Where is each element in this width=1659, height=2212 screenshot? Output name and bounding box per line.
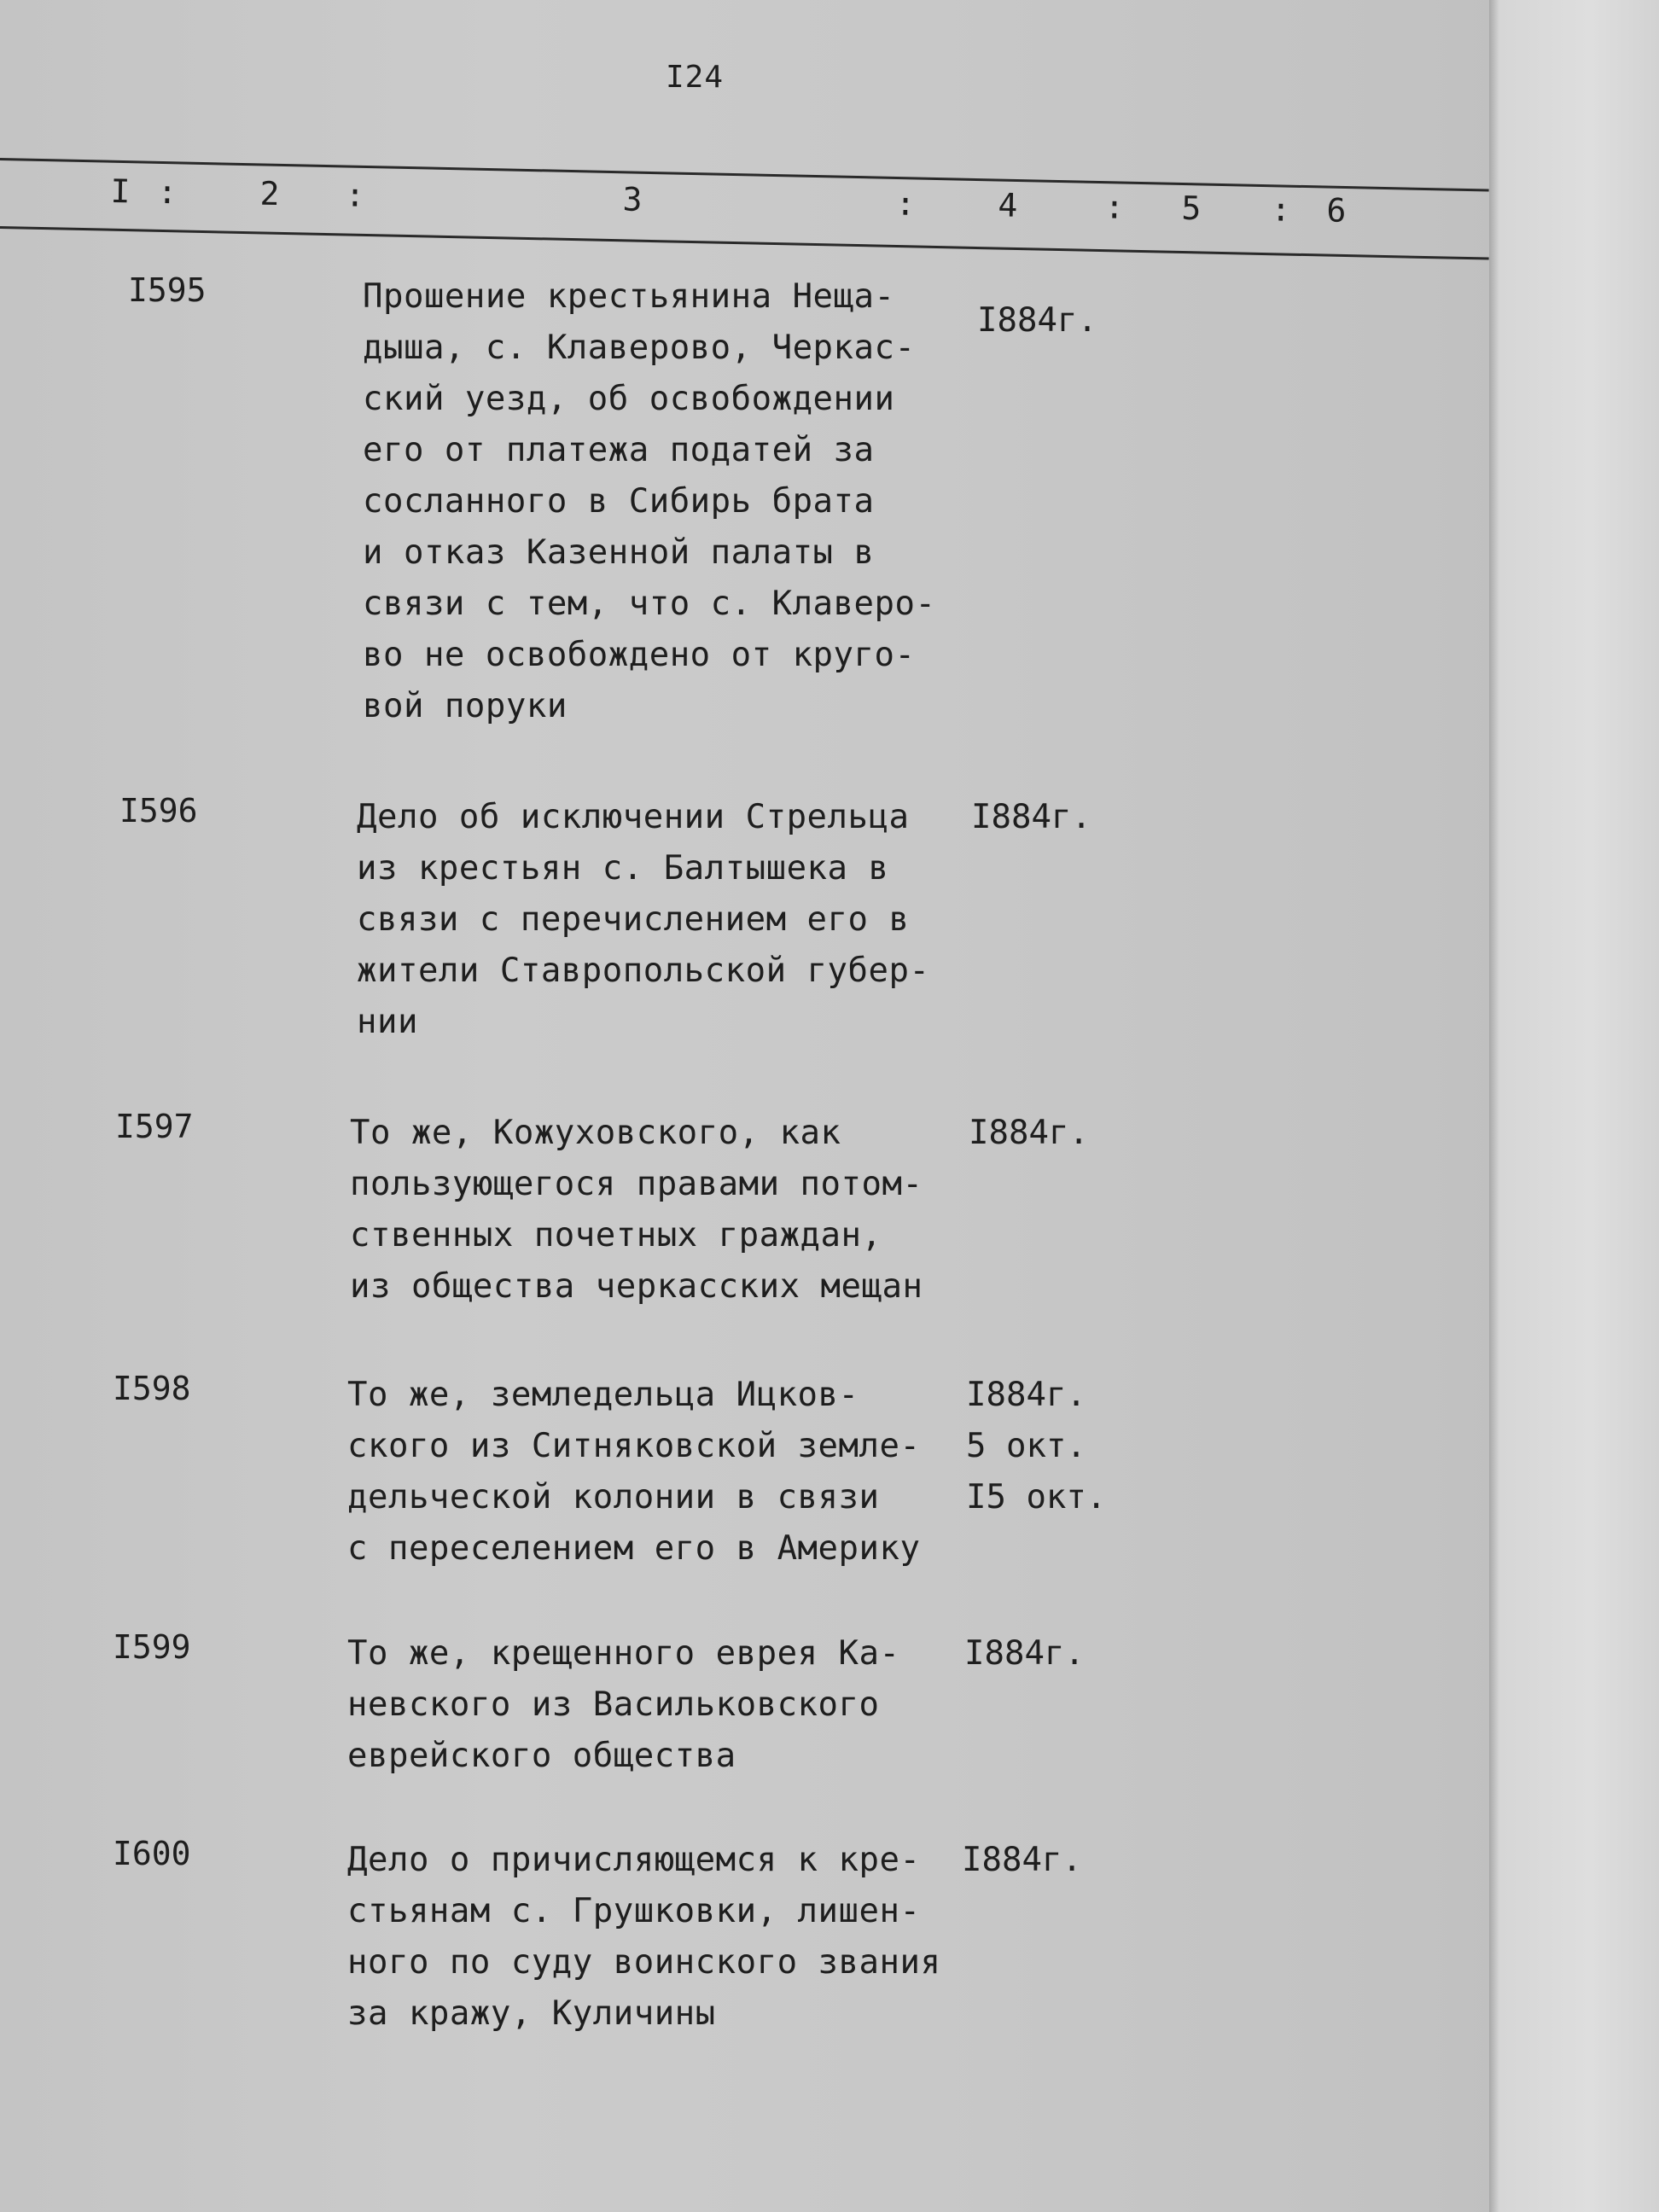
- header-col-1: I: [110, 172, 131, 211]
- header-col-5: 5: [1181, 189, 1202, 228]
- page-edge: [1489, 0, 1659, 2212]
- entry-description: То же, земледельца Ицков- ского из Ситняковской земле- дельческой колонии в связи с переселением его в Америку: [347, 1376, 921, 1568]
- header-separator: :: [1104, 188, 1125, 226]
- entry-dates: I884г.: [971, 798, 1091, 836]
- header-separator: :: [895, 184, 916, 223]
- header-col-3: 3: [622, 180, 643, 218]
- entry-dates: I884г.: [964, 1634, 1085, 1673]
- entry-description: То же, Кожуховского, как пользующегося правами потом- ственных почетных граждан, из общества черкасских мещан: [350, 1114, 923, 1306]
- header-col-4: 4: [998, 186, 1018, 224]
- entry-number: I599: [113, 1628, 191, 1666]
- header-separator: :: [1271, 190, 1291, 229]
- entry-dates: I884г.: [962, 1841, 1082, 1879]
- entry-description: Дело о причисляющемся к кре- стьянам с. Грушковки, лишен- ного по суду воинского звания за кражу, Куличины: [347, 1841, 941, 2033]
- entry-dates: I884г. 5 окт. I5 окт.: [966, 1376, 1107, 1516]
- header-separator: :: [157, 172, 178, 212]
- entry-description: То же, крещенного еврея Ка- невского из Васильковского еврейского общества: [347, 1634, 900, 1775]
- header-col-2: 2: [259, 174, 280, 213]
- entry-dates: I884г.: [969, 1114, 1089, 1152]
- header-col-6: 6: [1326, 191, 1347, 230]
- entry-number: I597: [115, 1108, 194, 1145]
- entry-number: I595: [128, 271, 207, 309]
- entry-dates: I884г.: [977, 301, 1097, 340]
- header-separator: :: [345, 176, 365, 214]
- entry-number: I596: [119, 792, 198, 830]
- page-number: I24: [666, 60, 725, 95]
- entry-description: Прошение крестьянина Неща- дыша, с. Клаверово, Черкас- ский уезд, об освобождении его от платежа податей за сосланного в Сибирь брата и отказ Казенной палаты в связи с тем, что с. Клаверо- во не освобождено от круго- вой поруки: [363, 277, 936, 725]
- entry-number: I600: [113, 1835, 191, 1872]
- entry-number: I598: [113, 1370, 191, 1407]
- entry-description: Дело об исключении Стрельца из крестьян с. Балтышека в связи с перечислением его в жители Ставропольской губер- нии: [357, 798, 930, 1041]
